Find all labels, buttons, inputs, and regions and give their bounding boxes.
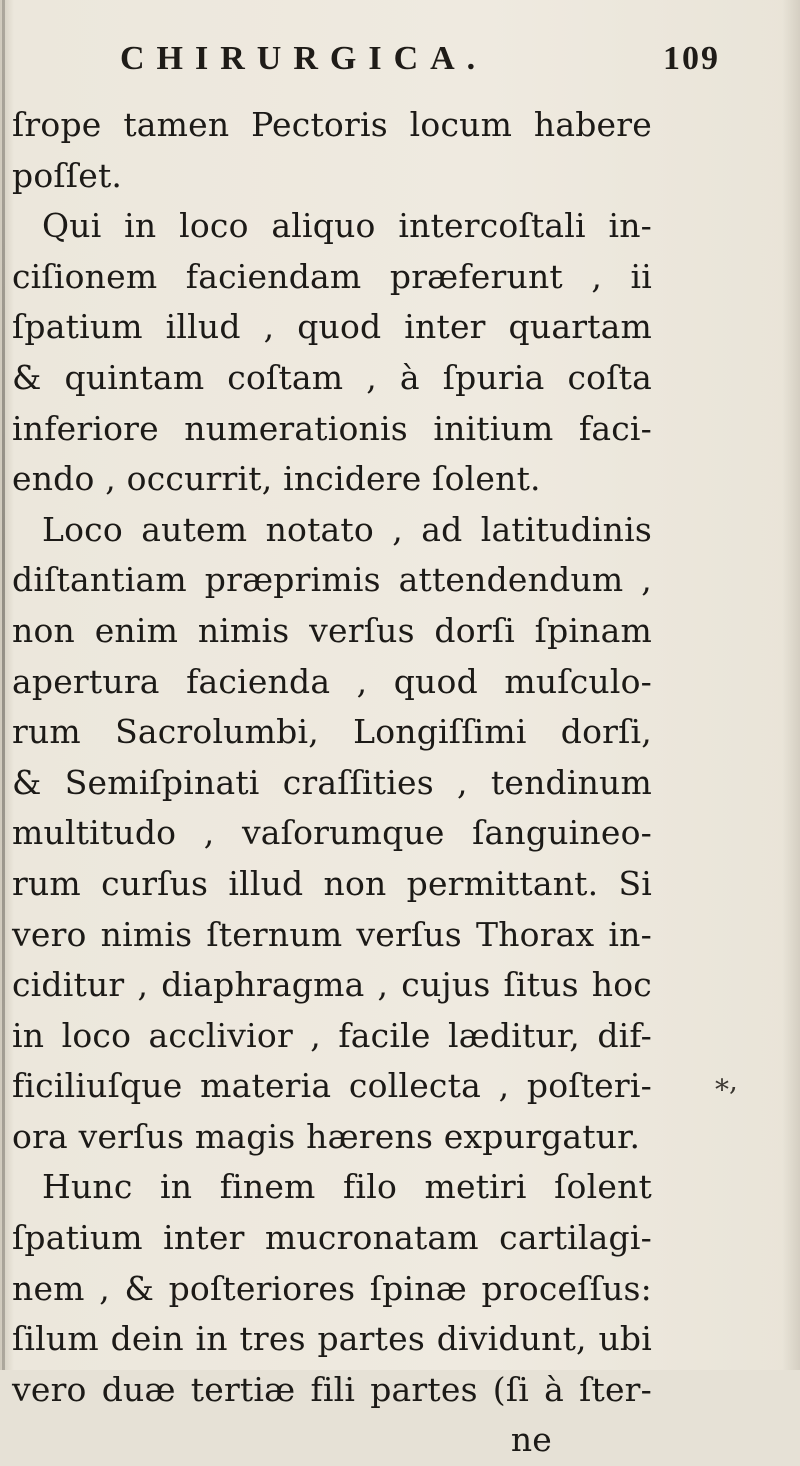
text-line: vero nimis ſternum verſus Thorax in- [12,914,652,954]
text-line: ciditur , diaphragma , cujus ſitus hoc [12,965,652,1005]
text-line: non enim nimis verſus dorſi ſpinam [12,610,652,650]
text-line: ciſionem faciendam præferunt , ii [12,256,652,296]
text-line: inferiore numerationis initium faci- [12,408,652,448]
catchword: ne [510,1420,552,1460]
running-head [120,40,720,78]
text-line: Loco autem notato , ad latitudinis [42,509,652,549]
text-line: rum curſus illud non permittant. Si [12,863,652,903]
body-text [12,100,652,1466]
margin-mark: ⁎, [715,1064,738,1097]
text-line: diſtantiam præprimis attendendum , [12,560,652,600]
text-line: apertura facienda , quod muſculo- [12,661,652,701]
text-line: ſpatium inter mucronatam cartilagi- [12,1218,652,1258]
text-line: rum Sacrolumbi, Longiſſimi dorſi, [12,712,652,752]
text-line: ſilum dein in tres partes dividunt, ubi [12,1319,652,1359]
text-line: nem , & poſteriores ſpinæ proceſſus: [12,1268,652,1308]
text-line: multitudo , vaſorumque ſanguineo- [12,813,652,853]
page-edge-shadow [782,0,800,1370]
text-line: ſrope tamen Pectoris locum habere [12,105,652,144]
text-line: endo , occurrit, incidere ſolent. [12,459,541,499]
text-line: ſpatium illud , quod inter quartam [12,307,652,347]
text-line: poſſet. [12,155,123,195]
text-line: & Semiſpinati craſſities , tendinum [12,762,652,802]
text-line: ficiliuſque materia collecta , poſteri- [12,1066,652,1106]
binding-gutter [2,0,5,1370]
text-line: & quintam coſtam , à ſpuria coſta [12,357,652,397]
page-number: 109 [663,40,720,77]
text-line: Hunc in finem filo metiri ſolent [42,1167,652,1207]
text-line: ora verſus magis hærens expurgatur. [12,1116,641,1156]
text-line: in loco acclivior , facile læditur, dif- [12,1015,652,1055]
text-line: vero duæ tertiæ fili partes (ſi à ſter- [12,1369,652,1409]
text-line: Qui in loco aliquo intercoſtali in- [42,206,652,246]
running-head-title: CHIRURGICA. [120,40,488,77]
